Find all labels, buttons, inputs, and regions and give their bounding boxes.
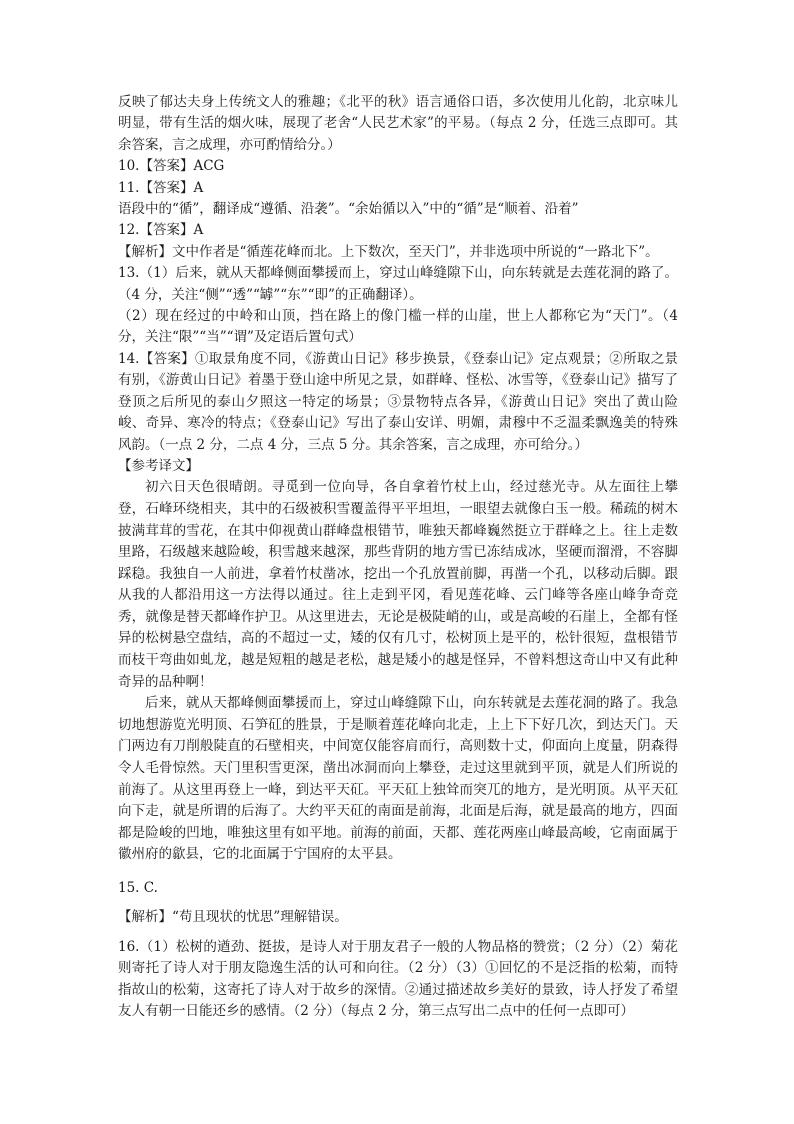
answer-11: 11.【答案】A: [118, 179, 204, 196]
answer-14: 14.【答案】①取景角度不同，《游黄山日记》移步换景，《登泰山记》定点观景；②所取之景有别，《游黄山日记》着墨于登山途中所见之景，如群峰、怪松、冰雪等，《登泰山记》描写了登顶之后所见的泰山夕照这一特定的场景；③景物特点各异，《游黄山日记》突出了黄山险峻、奇异、寒冷的特点；《登泰山记》写出了泰山安详、明媚，肃穆中不乏温柔飘逸美的特殊风韵。（一点 2 分，二点 4 分，三点 5 分。其余答案，言之成理，亦可给分。）: [118, 350, 678, 453]
answer-11-explanation: 语段中的“循”，翻译成“遵循、沿袭”。“余始循以入”中的“循”是“顺着、沿着”: [118, 201, 579, 218]
translation-paragraph-2: 后来，就从天都峰侧面攀援而上，穿过山峰缝隙下山，向东转就是去莲花洞的路了。我急切地想游览光明顶、石笋矼的胜景，于是顺着莲花峰向北走，上上下下好几次，到达天门。天门两边有刀削般陡直的石壁相夹，中间宽仅能容肩而行，高则数十丈，仰面向上度量，阴森得令人毛骨惊然。天门里积雪更深，凿出冰洞而向上攀登，走过这里就到平顶，就是人们所说的前海了。从这里再登上一峰，到达平天矼。平天矼上独耸而突兀的地方，是光明顶。从平天矼向下走，就是所谓的后海了。大约平天矼的南面是前海，北面是后海，就是最高的地方，四面都是险峻的凹地，唯独这里有如平地。前海的前面，天都、莲花两座山峰最高峻，它南面属于徽州府的歙县，它的北面属于宁国府的太平县。: [118, 695, 678, 863]
answer-16: 16.（1）松树的遒劲、挺拔，是诗人对于朋友君子一般的人物品格的赞赏；（2 分）（2）菊花则寄托了诗人对于朋友隐逸生活的认可和向往。（2 分）（3）①回忆的不是泛指的松菊，而特指故山的松菊，这寄托了诗人对于故乡的深情。②通过描述故乡美好的景致，诗人抒发了希望友人有朝一日能还乡的感情。（2 分）（每点 2 分，第三点写出二点中的任何一点即可）: [118, 938, 678, 1020]
intro-paragraph: 反映了郁达夫身上传统文人的雅趣；《北平的秋》语言通俗口语，多次使用儿化韵，北京味儿明显，带有生活的烟火味，展现了老舍“人民艺术家”的平易。（每点 2 分，任选三点即可。其余答案，言之成理，亦可酌情给分。）: [118, 94, 678, 153]
answer-12: 12.【答案】A: [118, 222, 204, 239]
answer-sheet-page: [118, 92, 678, 1022]
answer-13-part-2: （2）现在经过的中岭和山顶，挡在路上的像门槛一样的山崖，世上人都称它为“天门”。（4 分，关注“限”“当”“谓”及定语后置句式）: [118, 308, 678, 346]
reference-translation-title: 【参考译文】: [118, 457, 199, 474]
answer-15: 15. C.: [118, 880, 158, 896]
answer-12-explanation: 【解析】文中作者是“循莲花峰而北。上下数次，至天门”，并非选项中所说的“一路北下”。: [118, 243, 659, 260]
answer-13-part-1: 13.（1）后来，就从天都峰侧面攀援而上，穿过山峰缝隙下山，向东转就是去莲花洞的路了。（4 分，关注“侧”“透”“罅”“东”“即”的正确翻译）。: [118, 265, 678, 303]
answer-10: 10.【答案】ACG: [118, 158, 225, 175]
translation-paragraph-1: 初六日天色很晴朗。寻觅到一位向导，各自拿着竹杖上山，经过慈光寺。从左面往上攀登，石峰环绕相夹，其中的石级被积雪覆盖得平平坦坦，一眼望去就像白玉一般。稀疏的树木披满茸茸的雪花，在其中仰视黄山群峰盘根错节，唯独天都峰巍然挺立于群峰之上。往上走数里路，石级越来越险峻，积雪越来越深，那些背阴的地方雪已冻结成冰，坚硬而溜滑，不容脚踩稳。我独自一人前进，拿着竹杖凿冰，挖出一个孔放置前脚，再凿一个孔，以移动后脚。跟从我的人都沿用这一方法得以通过。往上走到平冈，看见莲花峰、云门峰等各座山峰争奇竞秀，就像是替天都峰作护卫。从这里进去，无论是极陡峭的山，或是高峻的石崖上，全都有怪异的松树悬空盘结，高的不超过一丈，矮的仅有几寸，松树顶上是平的，松针很短，盘根错节而枝干弯曲如虬龙，越是短粗的越是老松，越是矮小的越是怪异，不曾料想这奇山中又有此种奇异的品种啊！: [118, 479, 678, 690]
answer-15-explanation: 【解析】“苟且现状的忧思”理解错误。: [118, 909, 348, 926]
